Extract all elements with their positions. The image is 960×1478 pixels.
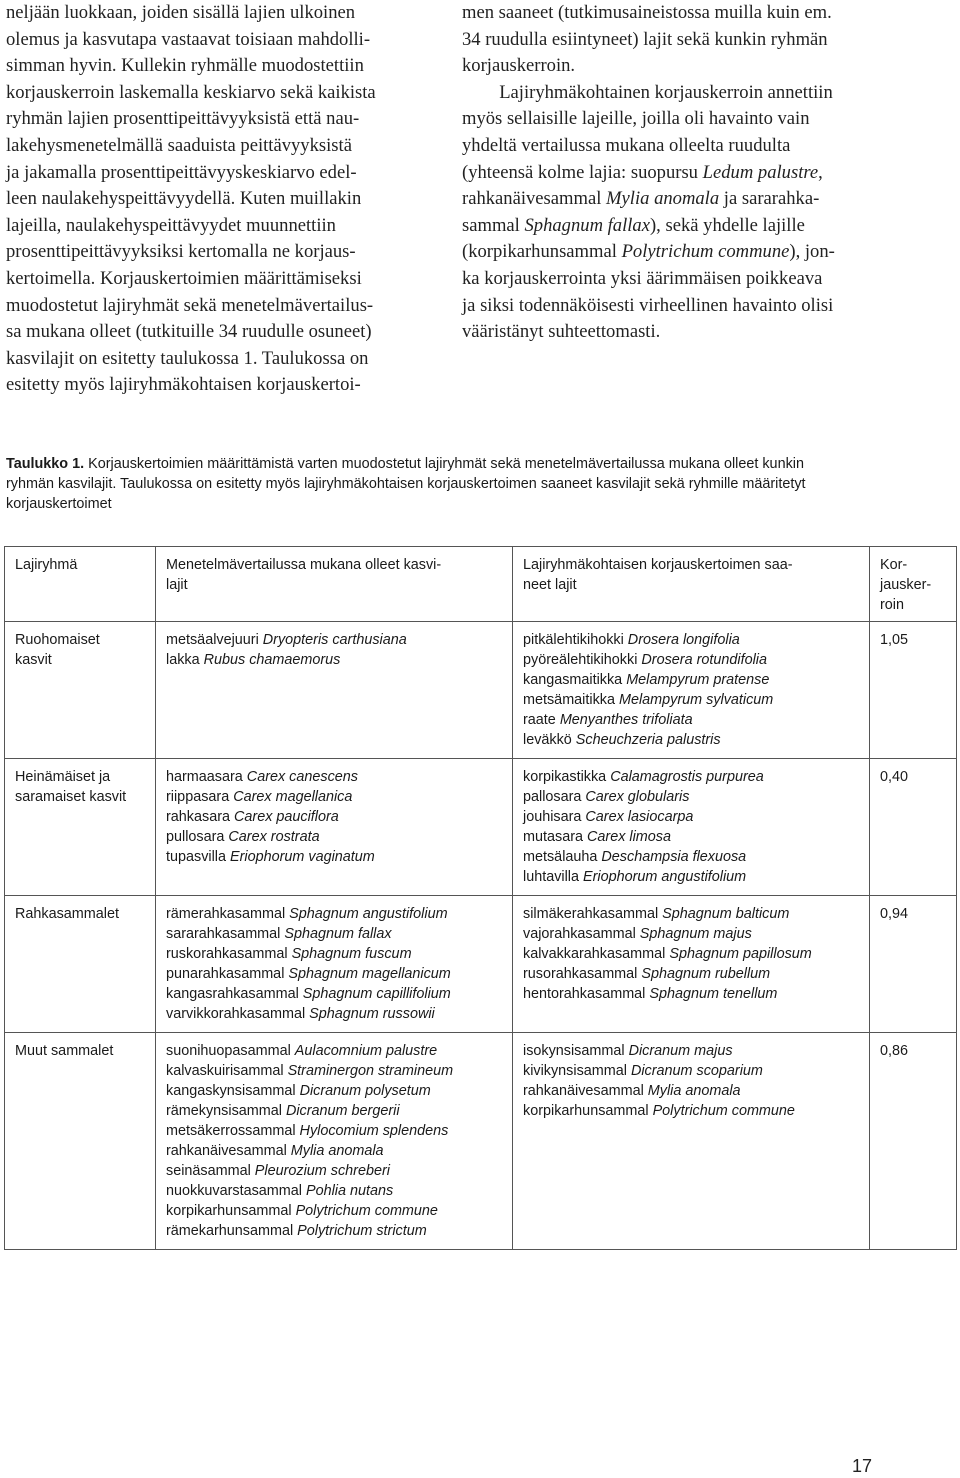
species-scientific-name: Melampyrum sylvaticum — [618, 692, 774, 708]
species-entry: pullosara Carex rostrata — [166, 829, 320, 845]
page-number: 17 — [852, 1456, 873, 1476]
species-entry: kangaskynsisammal Dicranum polysetum — [166, 1083, 431, 1099]
cell-corrected-species — [513, 759, 870, 896]
cell-corrected-species — [513, 896, 870, 1033]
species-entry: rämekynsisammal Dicranum bergerii — [166, 1103, 400, 1119]
header-line: Lajiryhmä — [15, 557, 78, 573]
body-text-line: korjauskerroin laskemalla keskiarvo sekä kaikista — [6, 81, 376, 103]
species-entry: kalvakkarahkasammal Sphagnum papillosum — [523, 946, 812, 962]
body-text-line: leen naulakehyspeittävyydellä. Kuten muillakin — [6, 188, 362, 210]
species-entry: raate Menyanthes trifoliata — [523, 712, 693, 728]
species-name: Polytrichum commune — [621, 241, 790, 263]
species-scientific-name: Deschampsia flexuosa — [601, 849, 747, 865]
body-text-line: olemus ja kasvutapa vastaavat toisiaan mahdolli- — [6, 28, 371, 50]
body-text-line: yhdeltä vertailussa mukana olleelta ruudulta — [462, 134, 791, 156]
species-entry: leväkkö Scheuchzeria palustris — [523, 732, 721, 748]
species-entry: rämekarhunsammal Polytrichum strictum — [166, 1223, 427, 1239]
header-compared-species — [156, 547, 513, 622]
species-entry: pitkälehtikihokki Drosera longifolia — [523, 632, 740, 648]
species-scientific-name: Polytrichum strictum — [297, 1223, 427, 1239]
body-text-line: rahkanäivesammal Mylia anomala ja sararahka- — [462, 188, 820, 210]
caption-line: ryhmän kasvilajit. Taulukossa on esitetty myös lajiryhmäkohtaisen korjauskertoimen saaneet kasvilajit sekä ryhmille määritetyt — [6, 476, 806, 492]
header-line: Kor- — [880, 557, 908, 573]
left-text-column — [6, 0, 426, 399]
species-entry: sararahkasammal Sphagnum fallax — [166, 926, 392, 942]
species-scientific-name: Sphagnum rubellum — [641, 966, 771, 982]
species-scientific-name: Mylia anomala — [290, 1143, 384, 1159]
species-entry: kangasrahkasammal Sphagnum capillifolium — [166, 986, 451, 1002]
body-text-line: ryhmän lajien prosenttipeittävyyksistä että nau- — [6, 108, 360, 130]
body-text-line: vääristänyt suhteettomasti. — [462, 321, 661, 343]
cell-compared-species — [156, 896, 513, 1033]
cell-coefficient: 0,40 — [870, 759, 957, 896]
species-entry: mutasara Carex limosa — [523, 829, 671, 845]
header-line: jausker- — [880, 577, 932, 593]
species-scientific-name: Calamagrostis purpurea — [610, 769, 764, 785]
species-entry: silmäkerahkasammal Sphagnum balticum — [523, 906, 790, 922]
species-scientific-name: Melampyrum pratense — [626, 672, 770, 688]
species-scientific-name: Dicranum scoparium — [630, 1063, 763, 1079]
species-scientific-name: Drosera rotundifolia — [641, 652, 767, 668]
body-text-line: muodostetut lajiryhmät sekä menetelmävertailus- — [6, 294, 374, 316]
species-scientific-name: Eriophorum angustifolium — [583, 869, 747, 885]
species-entry: tupasvilla Eriophorum vaginatum — [166, 849, 375, 865]
body-text-line: neljään luokkaan, joiden sisällä lajien ulkoinen — [6, 2, 356, 23]
species-entry: rusorahkasammal Sphagnum rubellum — [523, 966, 771, 982]
species-entry: seinäsammal Pleurozium schreberi — [166, 1163, 390, 1179]
species-entry: korpikarhunsammal Polytrichum commune — [166, 1203, 438, 1219]
species-scientific-name: Sphagnum majus — [639, 926, 752, 942]
header-species-group — [5, 547, 156, 622]
species-entry: nuokkuvarstasammal Pohlia nutans — [166, 1183, 394, 1199]
body-text-line: (korpikarhunsammal Polytrichum commune), jon- — [462, 241, 835, 263]
species-scientific-name: Drosera longifolia — [627, 632, 740, 648]
species-scientific-name: Sphagnum capillifolium — [302, 986, 451, 1002]
body-text-line: Lajiryhmäkohtainen korjauskerroin annettiin — [462, 81, 833, 103]
species-scientific-name: Polytrichum commune — [295, 1203, 438, 1219]
species-entry: hentorahkasammal Sphagnum tenellum — [523, 986, 778, 1002]
header-line: Lajiryhmäkohtaisen korjauskertoimen saa- — [523, 557, 793, 573]
species-entry: riippasara Carex magellanica — [166, 789, 353, 805]
species-entry: lakka Rubus chamaemorus — [166, 652, 341, 668]
species-entry: rämerahkasammal Sphagnum angustifolium — [166, 906, 448, 922]
species-scientific-name: Dicranum polysetum — [299, 1083, 431, 1099]
species-scientific-name: Carex magellanica — [233, 789, 353, 805]
species-entry: suonihuopasammal Aulacomnium palustre — [166, 1043, 438, 1059]
cell-compared-species — [156, 759, 513, 896]
species-entry: vajorahkasammal Sphagnum majus — [523, 926, 752, 942]
group-line: kasvit — [15, 652, 52, 668]
body-text-line: prosenttipeittävyyksiksi kertomalla ne korjaus- — [6, 241, 356, 263]
species-entry: punarahkasammal Sphagnum magellanicum — [166, 966, 451, 982]
header-line: roin — [880, 597, 904, 613]
species-entry: korpikarhunsammal Polytrichum commune — [523, 1103, 795, 1119]
species-scientific-name: Polytrichum commune — [652, 1103, 795, 1119]
species-scientific-name: Pleurozium schreberi — [254, 1163, 390, 1179]
group-line: Ruohomaiset — [15, 632, 100, 648]
table-header-row — [5, 547, 957, 622]
body-text-line: ka korjauskerrointa yksi äärimmäisen poikkeava — [462, 267, 823, 289]
header-line: neet lajit — [523, 577, 577, 593]
species-scientific-name: Sphagnum angustifolium — [289, 906, 448, 922]
species-scientific-name: Menyanthes trifoliata — [559, 712, 693, 728]
species-scientific-name: Sphagnum fallax — [284, 926, 392, 942]
species-entry: harmaasara Carex canescens — [166, 769, 358, 785]
caption-line — [6, 454, 958, 474]
body-text-line: myös sellaisille lajeille, joilla oli havainto vain — [462, 108, 810, 130]
header-line: lajit — [166, 577, 188, 593]
species-scientific-name: Carex lasiocarpa — [585, 809, 694, 825]
body-text-line: sammal Sphagnum fallax), sekä yhdelle lajille — [462, 214, 805, 236]
species-scientific-name: Mylia anomala — [647, 1083, 741, 1099]
group-line: Muut sammalet — [15, 1043, 114, 1059]
species-entry: korpikastikka Calamagrostis purpurea — [523, 769, 764, 785]
species-scientific-name: Straminergon stramineum — [287, 1063, 454, 1079]
body-text-line: 34 ruudulla esiintyneet) lajit sekä kunkin ryhmän — [462, 28, 828, 50]
table-row — [5, 759, 957, 896]
species-entry: kangasmaitikka Melampyrum pratense — [523, 672, 770, 688]
right-text-column — [462, 0, 882, 346]
species-scientific-name: Carex globularis — [585, 789, 690, 805]
body-text-line: (yhteensä kolme lajia: suopursu Ledum palustre, — [462, 161, 823, 183]
species-entry: metsämaitikka Melampyrum sylvaticum — [523, 692, 774, 708]
group-line: Heinämäiset ja — [15, 769, 111, 785]
cell-species-group — [5, 896, 156, 1033]
species-scientific-name: Rubus chamaemorus — [203, 652, 341, 668]
body-text-line: lakehysmenetelmällä saaduista peittävyyksistä — [6, 134, 352, 156]
species-scientific-name: Scheuchzeria palustris — [575, 732, 721, 748]
species-scientific-name: Pohlia nutans — [305, 1183, 394, 1199]
species-scientific-name: Hylocomium splendens — [299, 1123, 449, 1139]
table-row — [5, 896, 957, 1033]
cell-species-group — [5, 622, 156, 759]
species-scientific-name: Carex limosa — [587, 829, 671, 845]
species-entry: ruskorahkasammal Sphagnum fuscum — [166, 946, 412, 962]
cell-species-group — [5, 759, 156, 896]
species-scientific-name: Dicranum majus — [628, 1043, 733, 1059]
species-name: Sphagnum fallax — [524, 214, 650, 236]
caption-text: Korjauskertoimien määrittämistä varten muodostetut lajiryhmät sekä menetelmävertailussa mukana olleet kunkin — [84, 456, 804, 472]
body-text-line: lajeilla, naulakehyspeittävyydet muunnettiin — [6, 214, 336, 236]
header-coefficient — [870, 547, 957, 622]
group-line: Rahkasammalet — [15, 906, 119, 922]
species-scientific-name: Sphagnum magellanicum — [288, 966, 451, 982]
species-entry: luhtavilla Eriophorum angustifolium — [523, 869, 747, 885]
species-entry: isokynsisammal Dicranum majus — [523, 1043, 733, 1059]
cell-coefficient: 1,05 — [870, 622, 957, 759]
body-text-line: ja siksi todennäköisesti virheellinen havainto olisi — [462, 294, 834, 316]
species-entry: kivikynsisammal Dicranum scoparium — [523, 1063, 763, 1079]
species-scientific-name: Sphagnum papillosum — [669, 946, 812, 962]
species-entry: rahkanäivesammal Mylia anomala — [166, 1143, 384, 1159]
body-text-line: men saaneet (tutkimusaineistossa muilla kuin em. — [462, 2, 832, 23]
species-entry: rahkanäivesammal Mylia anomala — [523, 1083, 741, 1099]
species-scientific-name: Carex pauciflora — [234, 809, 339, 825]
species-scientific-name: Sphagnum tenellum — [649, 986, 778, 1002]
species-scientific-name: Carex rostrata — [228, 829, 320, 845]
cell-corrected-species — [513, 622, 870, 759]
species-entry: rahkasara Carex pauciflora — [166, 809, 339, 825]
caption-label: Taulukko 1. — [6, 456, 85, 472]
cell-corrected-species — [513, 1033, 870, 1250]
body-text-line: korjauskerroin. — [462, 55, 576, 77]
species-entry: metsäalvejuuri Dryopteris carthusiana — [166, 632, 407, 648]
species-entry: metsälauha Deschampsia flexuosa — [523, 849, 747, 865]
species-scientific-name: Carex canescens — [246, 769, 358, 785]
species-entry: metsäkerrossammal Hylocomium splendens — [166, 1123, 449, 1139]
species-scientific-name: Dicranum bergerii — [285, 1103, 400, 1119]
body-text-line: ja jakamalla prosenttipeittävyyskeskiarvo edel- — [6, 161, 357, 183]
caption-line: korjauskertoimet — [6, 496, 112, 512]
species-name: Ledum palustre — [702, 161, 819, 183]
species-entry: pallosara Carex globularis — [523, 789, 690, 805]
cell-species-group — [5, 1033, 156, 1250]
species-scientific-name: Sphagnum russowii — [309, 1006, 435, 1022]
species-name: Mylia anomala — [606, 188, 720, 210]
group-line: saramaiset kasvit — [15, 789, 127, 805]
species-entry: varvikkorahkasammal Sphagnum russowii — [166, 1006, 435, 1022]
table-caption — [6, 454, 958, 514]
body-text-line: sa mukana olleet (tutkituille 34 ruudulle osuneet) — [6, 321, 372, 343]
species-scientific-name: Aulacomnium palustre — [294, 1043, 438, 1059]
cell-compared-species — [156, 622, 513, 759]
species-scientific-name: Sphagnum fuscum — [291, 946, 412, 962]
cell-coefficient: 0,86 — [870, 1033, 957, 1250]
species-scientific-name: Dryopteris carthusiana — [262, 632, 407, 648]
body-text-line: kertoimella. Korjauskertoimien määrittämiseksi — [6, 267, 362, 289]
species-table — [4, 546, 957, 1250]
species-entry: pyöreälehtikihokki Drosera rotundifolia — [523, 652, 767, 668]
cell-compared-species — [156, 1033, 513, 1250]
species-scientific-name: Eriophorum vaginatum — [230, 849, 375, 865]
table-row — [5, 1033, 957, 1250]
body-text-line: esitetty myös lajiryhmäkohtaisen korjauskertoi- — [6, 374, 361, 396]
species-entry: kalvaskuirisammal Straminergon stramineum — [166, 1063, 454, 1079]
table-row — [5, 622, 957, 759]
species-entry: jouhisara Carex lasiocarpa — [523, 809, 694, 825]
species-scientific-name: Sphagnum balticum — [662, 906, 790, 922]
cell-coefficient: 0,94 — [870, 896, 957, 1033]
body-text-line: kasvilajit on esitetty taulukossa 1. Taulukossa on — [6, 347, 369, 369]
body-text-line: simman hyvin. Kullekin ryhmälle muodostettiin — [6, 55, 364, 77]
header-corrected-species — [513, 547, 870, 622]
header-line: Menetelmävertailussa mukana olleet kasvi- — [166, 557, 442, 573]
